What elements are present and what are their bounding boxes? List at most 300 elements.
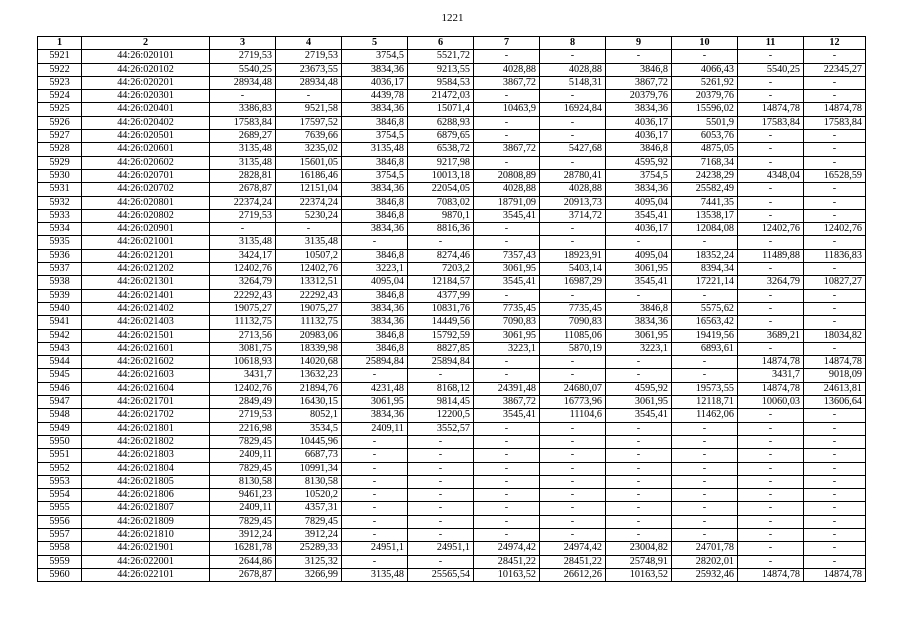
table-cell: - <box>606 369 672 382</box>
table-cell: 25932,46 <box>672 568 738 581</box>
table-cell: 24974,42 <box>474 542 540 555</box>
table-body <box>38 50 866 582</box>
table-cell: 44:26:021602 <box>82 356 210 369</box>
table-cell: 2678,87 <box>210 568 276 581</box>
table-cell: 10463,9 <box>474 103 540 116</box>
table-row <box>38 116 866 129</box>
table-cell: - <box>738 183 804 196</box>
table-cell: - <box>738 528 804 541</box>
table-cell: 9018,09 <box>804 369 866 382</box>
table-cell: 3135,48 <box>210 143 276 156</box>
table-cell: 3545,41 <box>606 209 672 222</box>
table-cell: 9814,45 <box>408 396 474 409</box>
table-cell: 3834,36 <box>342 183 408 196</box>
table-cell: 44:26:021402 <box>82 302 210 315</box>
table-cell: - <box>540 422 606 435</box>
table-cell: 11489,88 <box>738 249 804 262</box>
table-cell: - <box>408 449 474 462</box>
table-cell: 44:26:020301 <box>82 90 210 103</box>
table-cell: 11836,83 <box>804 249 866 262</box>
table-cell: 10991,34 <box>276 462 342 475</box>
table-cell: 5501,9 <box>672 116 738 129</box>
table-cell: 8052,1 <box>276 409 342 422</box>
table-cell: - <box>474 435 540 448</box>
table-cell: - <box>738 342 804 355</box>
table-cell: 12151,04 <box>276 183 342 196</box>
table-cell: 5951 <box>38 449 82 462</box>
column-header: 3 <box>210 37 276 50</box>
table-cell: 3223,1 <box>606 342 672 355</box>
table-cell: 11462,06 <box>672 409 738 422</box>
table-cell: - <box>738 263 804 276</box>
table-cell: 3834,36 <box>606 316 672 329</box>
table-cell: - <box>408 515 474 528</box>
table-cell: 16430,15 <box>276 396 342 409</box>
table-cell: 24613,81 <box>804 382 866 395</box>
table-cell: 14874,78 <box>738 356 804 369</box>
table-cell: 3834,36 <box>342 409 408 422</box>
table-cell: - <box>672 528 738 541</box>
table-cell: 9213,55 <box>408 63 474 76</box>
column-header: 9 <box>606 37 672 50</box>
table-cell: 5540,25 <box>210 63 276 76</box>
table-cell: 15792,59 <box>408 329 474 342</box>
table-cell: 5934 <box>38 223 82 236</box>
table-cell: 7168,34 <box>672 156 738 169</box>
table-cell: 2849,49 <box>210 396 276 409</box>
table-cell: - <box>408 489 474 502</box>
table-cell: 44:26:021803 <box>82 449 210 462</box>
table-row <box>38 502 866 515</box>
table-cell: 28780,41 <box>540 169 606 182</box>
table-cell: 25289,33 <box>276 542 342 555</box>
table-cell: 10507,2 <box>276 249 342 262</box>
table-cell: 21894,76 <box>276 382 342 395</box>
table-cell: - <box>804 489 866 502</box>
table-cell: 3135,48 <box>342 143 408 156</box>
table-cell: 11104,6 <box>540 409 606 422</box>
table-cell: 44:26:021805 <box>82 475 210 488</box>
table-cell: - <box>540 156 606 169</box>
table-cell: 3912,24 <box>276 528 342 541</box>
table-cell: - <box>342 369 408 382</box>
table-cell: 3545,41 <box>474 209 540 222</box>
table-cell: 3846,8 <box>342 209 408 222</box>
table-cell: - <box>540 356 606 369</box>
table-cell: - <box>342 236 408 249</box>
table-cell: - <box>474 236 540 249</box>
table-cell: - <box>408 369 474 382</box>
column-header: 4 <box>276 37 342 50</box>
table-cell: - <box>342 489 408 502</box>
table-cell: - <box>606 515 672 528</box>
table-cell: 44:26:020901 <box>82 223 210 236</box>
table-cell: 22054,05 <box>408 183 474 196</box>
table-cell: 9584,53 <box>408 76 474 89</box>
table-cell: 28202,01 <box>672 555 738 568</box>
table-cell: 25565,54 <box>408 568 474 581</box>
table-cell: - <box>210 90 276 103</box>
table-cell: 3846,8 <box>342 342 408 355</box>
table-cell: 19573,55 <box>672 382 738 395</box>
table-cell: 3061,95 <box>342 396 408 409</box>
table-cell: - <box>342 515 408 528</box>
table-cell: - <box>738 515 804 528</box>
table-cell: 10827,27 <box>804 276 866 289</box>
table-cell: - <box>672 502 738 515</box>
table-cell: 3834,36 <box>342 316 408 329</box>
table-cell: 5935 <box>38 236 82 249</box>
table-cell: - <box>474 489 540 502</box>
table-cell: - <box>540 289 606 302</box>
table-cell: 12402,76 <box>276 263 342 276</box>
table-cell: 10831,76 <box>408 302 474 315</box>
table-row <box>38 342 866 355</box>
table-cell: 4875,05 <box>672 143 738 156</box>
table-cell: - <box>804 555 866 568</box>
table-row <box>38 528 866 541</box>
table-cell: - <box>540 50 606 63</box>
table-cell: - <box>540 489 606 502</box>
table-cell: - <box>672 369 738 382</box>
table-cell: 5230,24 <box>276 209 342 222</box>
table-cell: - <box>540 449 606 462</box>
table-cell: 10445,96 <box>276 435 342 448</box>
table-cell: 5148,31 <box>540 76 606 89</box>
table-cell: 2828,81 <box>210 169 276 182</box>
table-cell: - <box>606 356 672 369</box>
table-cell: 3386,83 <box>210 103 276 116</box>
table-cell: - <box>540 435 606 448</box>
table-cell: 5956 <box>38 515 82 528</box>
table-cell: 5954 <box>38 489 82 502</box>
table-cell: 44:26:021702 <box>82 409 210 422</box>
table-cell: 44:26:021001 <box>82 236 210 249</box>
table-cell: 7829,45 <box>210 462 276 475</box>
table-cell: 3754,5 <box>606 169 672 182</box>
table-cell: 14874,78 <box>804 356 866 369</box>
table-cell: 2678,87 <box>210 183 276 196</box>
table-cell: - <box>606 289 672 302</box>
table-cell: - <box>540 515 606 528</box>
table-cell: 17221,14 <box>672 276 738 289</box>
table-cell: 14020,68 <box>276 356 342 369</box>
table-cell: 5928 <box>38 143 82 156</box>
table-cell: 18339,98 <box>276 342 342 355</box>
table-cell: - <box>804 143 866 156</box>
table-row <box>38 568 866 581</box>
table-cell: - <box>738 196 804 209</box>
table-row <box>38 76 866 89</box>
table-cell: 3834,36 <box>342 63 408 76</box>
table-cell: 14449,56 <box>408 316 474 329</box>
table-cell: - <box>540 236 606 249</box>
table-cell: 3135,48 <box>276 236 342 249</box>
table-header <box>38 37 866 50</box>
table-cell: - <box>738 449 804 462</box>
table-cell: 4595,92 <box>606 156 672 169</box>
table-cell: 3834,36 <box>342 103 408 116</box>
table-cell: 5945 <box>38 369 82 382</box>
table-row <box>38 356 866 369</box>
table-cell: - <box>606 422 672 435</box>
table-cell: - <box>738 76 804 89</box>
table-row <box>38 435 866 448</box>
table-cell: - <box>276 223 342 236</box>
table-cell: - <box>672 462 738 475</box>
table-cell: 3545,41 <box>606 409 672 422</box>
table-cell: - <box>804 502 866 515</box>
table-row <box>38 382 866 395</box>
table-cell: 3223,1 <box>342 263 408 276</box>
table-cell: 24951,1 <box>342 542 408 555</box>
table-cell: - <box>672 435 738 448</box>
table-cell: - <box>738 462 804 475</box>
table-row <box>38 196 866 209</box>
table-cell: 15071,4 <box>408 103 474 116</box>
header-row <box>38 37 866 50</box>
table-cell: - <box>804 289 866 302</box>
table-cell: 3545,41 <box>474 276 540 289</box>
table-cell: - <box>804 316 866 329</box>
table-cell: 7083,02 <box>408 196 474 209</box>
table-cell: 17583,84 <box>738 116 804 129</box>
table-cell: - <box>738 542 804 555</box>
table-cell: - <box>540 130 606 143</box>
table-cell: - <box>804 209 866 222</box>
table-cell: - <box>672 489 738 502</box>
table-cell: 4095,04 <box>606 196 672 209</box>
table-cell: 21472,03 <box>408 90 474 103</box>
table-cell: 44:26:021801 <box>82 422 210 435</box>
table-cell: - <box>474 528 540 541</box>
table-cell: - <box>804 236 866 249</box>
table-cell: 5952 <box>38 462 82 475</box>
table-cell: 44:26:021501 <box>82 329 210 342</box>
table-cell: 17583,84 <box>210 116 276 129</box>
table-cell: 9461,23 <box>210 489 276 502</box>
table-cell: 22374,24 <box>276 196 342 209</box>
table-cell: 44:26:021601 <box>82 342 210 355</box>
table-cell: 3846,8 <box>342 289 408 302</box>
table-cell: 8274,46 <box>408 249 474 262</box>
table-cell: - <box>540 462 606 475</box>
table-cell: 12084,08 <box>672 223 738 236</box>
table-cell: 11132,75 <box>210 316 276 329</box>
table-cell: 3834,36 <box>342 302 408 315</box>
table-cell: 5427,68 <box>540 143 606 156</box>
table-cell: 6687,73 <box>276 449 342 462</box>
table-cell: 5944 <box>38 356 82 369</box>
table-cell: - <box>474 369 540 382</box>
table-cell: 4095,04 <box>606 249 672 262</box>
table-cell: 4036,17 <box>342 76 408 89</box>
table-cell: - <box>474 515 540 528</box>
table-cell: - <box>342 555 408 568</box>
table-cell: 14874,78 <box>804 568 866 581</box>
table-cell: - <box>672 289 738 302</box>
table-cell: 5924 <box>38 90 82 103</box>
column-header: 5 <box>342 37 408 50</box>
table-cell: 44:26:020101 <box>82 50 210 63</box>
table-cell: - <box>606 502 672 515</box>
table-cell: 7735,45 <box>474 302 540 315</box>
table-cell: 44:26:020401 <box>82 103 210 116</box>
table-cell: 22374,24 <box>210 196 276 209</box>
table-row <box>38 422 866 435</box>
table-cell: 5943 <box>38 342 82 355</box>
table-cell: 4348,04 <box>738 169 804 182</box>
table-cell: - <box>672 475 738 488</box>
table-cell: - <box>804 130 866 143</box>
table-cell: 3235,02 <box>276 143 342 156</box>
table-cell: - <box>672 356 738 369</box>
table-cell: 5930 <box>38 169 82 182</box>
table-cell: 44:26:021604 <box>82 382 210 395</box>
table-cell: 12402,76 <box>210 382 276 395</box>
table-cell: - <box>738 489 804 502</box>
table-cell: 15601,05 <box>276 156 342 169</box>
column-header: 1 <box>38 37 82 50</box>
table-cell: 7829,45 <box>276 515 342 528</box>
table-cell: 18352,24 <box>672 249 738 262</box>
table-cell: 14874,78 <box>804 103 866 116</box>
table-cell: 5929 <box>38 156 82 169</box>
table-cell: 3135,48 <box>342 568 408 581</box>
table-cell: 3135,48 <box>210 156 276 169</box>
table-cell: 3125,32 <box>276 555 342 568</box>
table-cell: 3834,36 <box>606 103 672 116</box>
table-cell: 10013,18 <box>408 169 474 182</box>
table-cell: 3846,8 <box>342 249 408 262</box>
table-cell: 3061,95 <box>606 263 672 276</box>
column-header: 12 <box>804 37 866 50</box>
table-cell: 8827,85 <box>408 342 474 355</box>
table-cell: 3061,95 <box>606 329 672 342</box>
table-cell: 16186,46 <box>276 169 342 182</box>
table-cell: 2409,11 <box>342 422 408 435</box>
table-cell: - <box>738 502 804 515</box>
table-cell: 17597,52 <box>276 116 342 129</box>
table-cell: 3552,57 <box>408 422 474 435</box>
table-cell: - <box>342 435 408 448</box>
table-cell: - <box>804 90 866 103</box>
table-cell: 3846,8 <box>342 116 408 129</box>
table-cell: 19075,27 <box>276 302 342 315</box>
table-cell: - <box>804 528 866 541</box>
table-cell: 5540,25 <box>738 63 804 76</box>
table-cell: 5948 <box>38 409 82 422</box>
table-cell: 2409,11 <box>210 449 276 462</box>
table-cell: 16987,29 <box>540 276 606 289</box>
table-cell: - <box>540 528 606 541</box>
table-cell: 44:26:020701 <box>82 169 210 182</box>
table-cell: 20983,06 <box>276 329 342 342</box>
table-cell: - <box>738 289 804 302</box>
table-cell: 14874,78 <box>738 382 804 395</box>
table-cell: 5575,62 <box>672 302 738 315</box>
table-cell: 2644,86 <box>210 555 276 568</box>
table-cell: 4377,99 <box>408 289 474 302</box>
table-cell: - <box>738 130 804 143</box>
table-cell: 6538,72 <box>408 143 474 156</box>
table-cell: 44:26:022001 <box>82 555 210 568</box>
table-cell: 7829,45 <box>210 515 276 528</box>
table-cell: 44:26:021807 <box>82 502 210 515</box>
table-cell: 25894,84 <box>342 356 408 369</box>
table-cell: 5922 <box>38 63 82 76</box>
table-cell: 20913,73 <box>540 196 606 209</box>
table-cell: 3846,8 <box>606 143 672 156</box>
table-cell: 5925 <box>38 103 82 116</box>
table-cell: 6288,93 <box>408 116 474 129</box>
column-header: 10 <box>672 37 738 50</box>
table-cell: 3754,5 <box>342 50 408 63</box>
table-cell: 3061,95 <box>474 329 540 342</box>
table-cell: 2719,53 <box>210 409 276 422</box>
table-cell: 44:26:021701 <box>82 396 210 409</box>
table-cell: - <box>474 502 540 515</box>
table-cell: 12402,76 <box>804 223 866 236</box>
table-cell: 44:26:020802 <box>82 209 210 222</box>
table-cell: 5403,14 <box>540 263 606 276</box>
table-cell: - <box>672 515 738 528</box>
table-cell: 12184,57 <box>408 276 474 289</box>
table-cell: 5870,19 <box>540 342 606 355</box>
table-cell: - <box>474 475 540 488</box>
table-cell: 44:26:021301 <box>82 276 210 289</box>
table-cell: 6053,76 <box>672 130 738 143</box>
table-cell: 24701,78 <box>672 542 738 555</box>
table-row <box>38 130 866 143</box>
table-row <box>38 209 866 222</box>
table-cell: 44:26:020702 <box>82 183 210 196</box>
table-cell: - <box>738 422 804 435</box>
table-cell: - <box>342 528 408 541</box>
table-cell: 3846,8 <box>342 329 408 342</box>
table-cell: - <box>474 90 540 103</box>
table-cell: 3834,36 <box>342 223 408 236</box>
table-cell: 5937 <box>38 263 82 276</box>
table-cell: - <box>474 422 540 435</box>
table-cell: - <box>408 528 474 541</box>
table-row <box>38 289 866 302</box>
table-cell: 5939 <box>38 289 82 302</box>
table-cell: 24238,29 <box>672 169 738 182</box>
table-cell: 7735,45 <box>540 302 606 315</box>
page-number: 1221 <box>441 12 464 24</box>
table-cell: 13632,23 <box>276 369 342 382</box>
table-cell: - <box>804 422 866 435</box>
table-cell: 5923 <box>38 76 82 89</box>
table-row <box>38 63 866 76</box>
table-cell: - <box>804 183 866 196</box>
table-cell: 13538,17 <box>672 209 738 222</box>
table-cell: - <box>606 236 672 249</box>
table-cell: 20379,76 <box>672 90 738 103</box>
table-cell: 5959 <box>38 555 82 568</box>
table-cell: - <box>474 449 540 462</box>
table-cell: - <box>342 462 408 475</box>
table-row <box>38 329 866 342</box>
table-cell: 5953 <box>38 475 82 488</box>
table-cell: 25582,49 <box>672 183 738 196</box>
table-cell: - <box>804 515 866 528</box>
table-cell: 16924,84 <box>540 103 606 116</box>
table-cell: - <box>804 462 866 475</box>
table-cell: - <box>408 475 474 488</box>
table-cell: 2719,53 <box>276 50 342 63</box>
